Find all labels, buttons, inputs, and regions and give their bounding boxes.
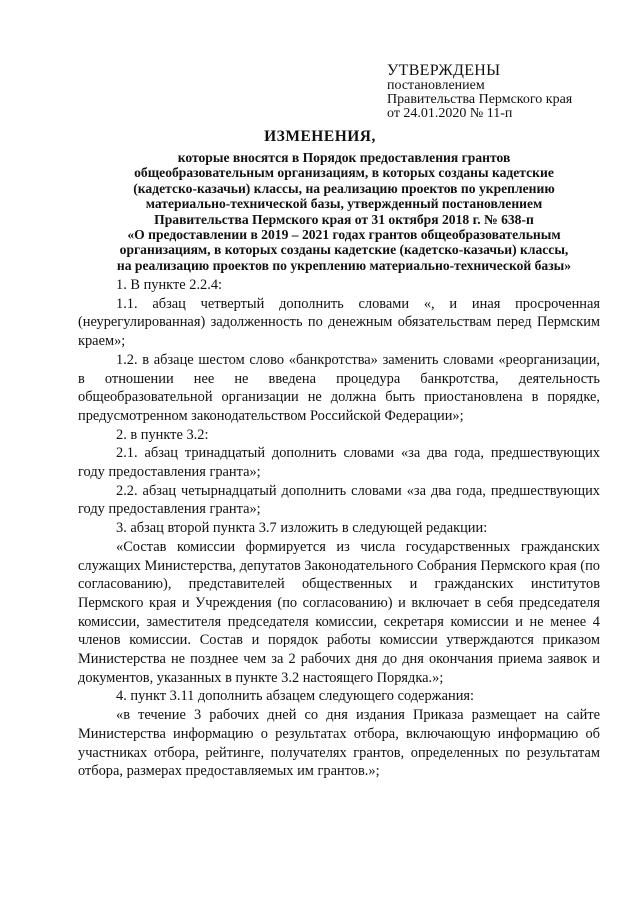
approval-line: Правительства Пермского края [387,92,573,107]
paragraph: «в течение 3 рабочих дней со дня издания Приказа размещает на сайте Министерства информацию о результатах отбора, включающую информацию об участниках отбора, рейтинге, получателях грантов, определенных по результатам отбора, размерах предоставляемых им грантов.»; [78,707,600,780]
document-subtitle [78,150,610,273]
subtitle-line: (кадетско-казачьи) классы, на реализацию проектов по укреплению [133,180,555,196]
paragraph: 1. В пункте 2.2.4: [116,277,223,293]
subtitle-line: организациям, в которых созданы кадетские (кадетско-казачьи) классы, [119,242,569,258]
paragraph: 3. абзац второй пункта 3.7 изложить в следующей редакции: [116,520,488,537]
subtitle-line: материально-технической базы, утвержденный постановлением [145,196,543,212]
document-body [78,276,600,781]
paragraph: 2. в пункте 3.2: [116,426,209,443]
paragraph: 2.2. абзац четырнадцатый дополнить словами «за два года, предшествующих году предоставления гранта»; [78,482,600,518]
subtitle-line: «О предоставлении в 2019 – 2021 годах грантов общеобразовательным [127,227,561,243]
subtitle-line: Правительства Пермского края от 31 октября 2018 г. № 638-п [154,211,534,227]
approval-line: постановлением [387,78,485,93]
approval-date-line: от 24.01.2020 № 11-п [387,106,513,121]
paragraph: 1.2. в абзаце шестом слово «банкротства» заменить словами «реорганизации, в отношении нее не введена процедура банкротства, деятельность общеобразовательной организации не должна быть приостановлена в порядке, предусмотренном законодательством Российской Федерации»; [78,351,600,424]
paragraph: 1.1. абзац четвертый дополнить словами «, и иная просроченная (неурегулированная) задолженность по денежным обязательствам перед Пермским краем»; [78,295,600,350]
approval-heading: УТВЕРЖДЕНЫ [387,62,501,79]
paragraph: 2.1. абзац тринадцатый дополнить словами «за два года, предшествующих году предоставления гранта»; [78,445,600,481]
paragraph: «Состав комиссии формируется из числа государственных гражданских служащих Министерства, депутатов Законодательного Собрания Пермского края (по согласованию), представителей общественных и гражданских институтов Пермского края и Учреждения (по согласованию) и включает в себя председателя комиссии, заместителя председателя комиссии, секретаря комиссии и не менее 4 членов комиссии. Состав и порядок работы комиссии утверждаются приказом Министерства не позднее чем за 2 рабочих дня до дня окончания приема заявок и документов, указанных в пункте 3.2 настоящего Порядка.»; [78,538,600,686]
subtitle-line: которые вносятся в Порядок предоставления грантов [177,150,511,165]
document-title: ИЗМЕНЕНИЯ, [264,128,376,145]
paragraph: 4. пункт 3.11 дополнить абзацем следующего содержания: [116,688,475,705]
subtitle-line: общеобразовательным организациям, в которых созданы кадетские [134,165,554,181]
subtitle-line: на реализацию проектов по укреплению материально-технической базы» [116,257,572,273]
approval-block [387,62,572,121]
